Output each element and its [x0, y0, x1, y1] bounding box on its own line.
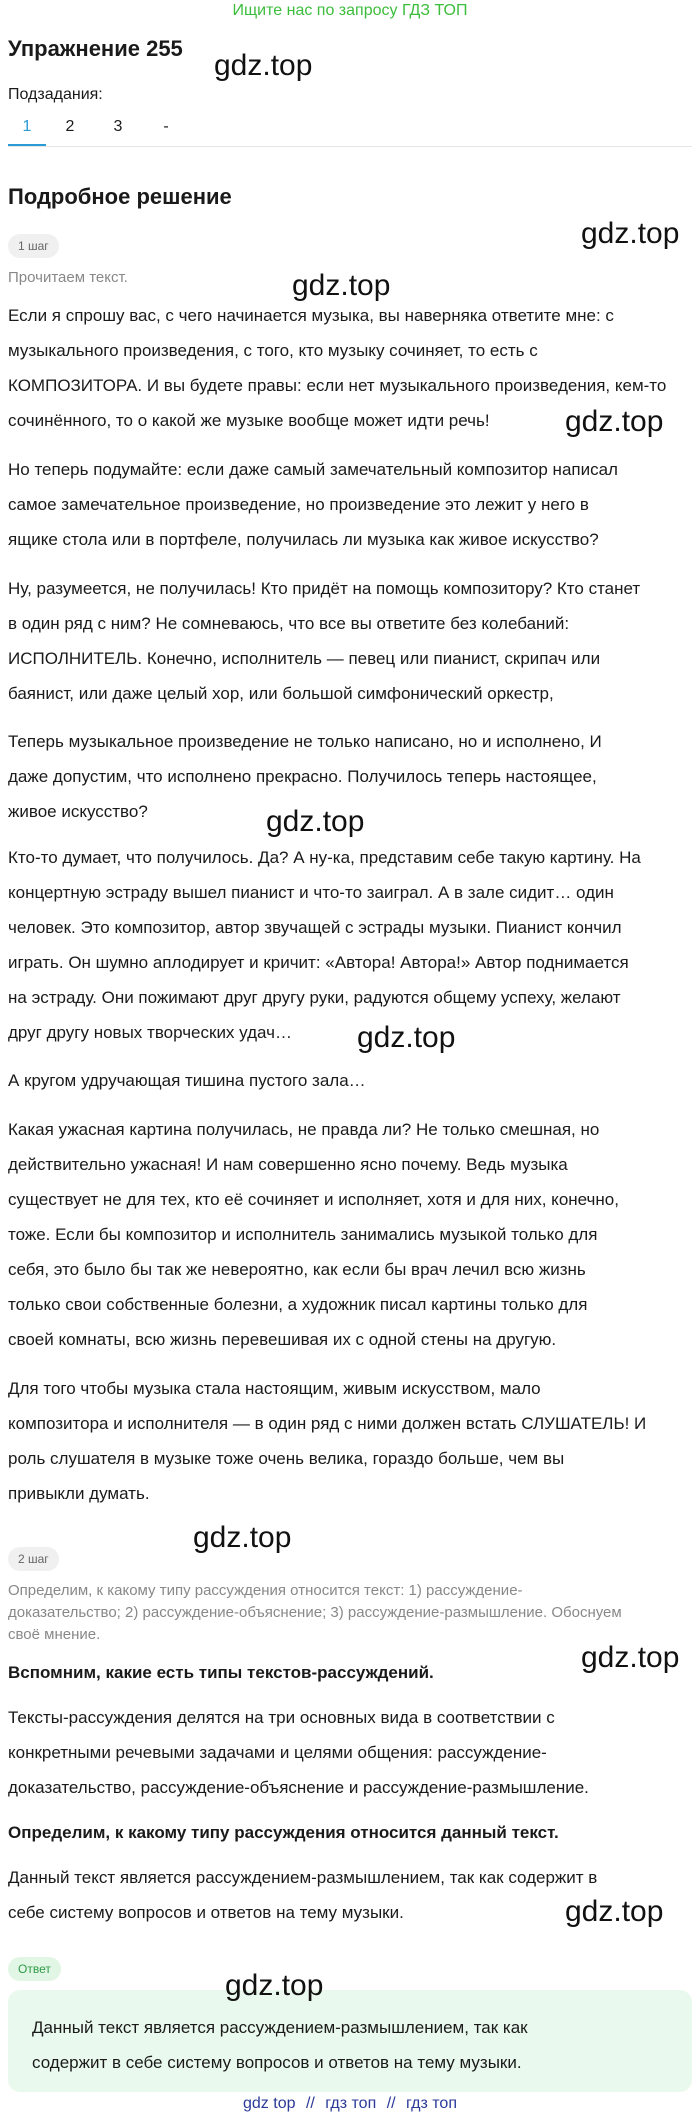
text-line: сочинённого, то о какой же музыке вообще может идти речь!	[8, 411, 490, 430]
watermark: gdz.top	[214, 49, 313, 82]
step-2-badge: 2 шаг	[8, 1547, 59, 1571]
text-line: живое искусство?	[8, 802, 148, 821]
text-line: КОМПОЗИТОРА. И вы будете правы: если нет музыкального произведения, кем-то	[8, 376, 667, 395]
footer-link-gdz-top-ru[interactable]: гдз топ	[325, 2095, 377, 2112]
text-line: существует не для тех, кто её сочиняет и исполняет, хотя и для них, конечно,	[8, 1190, 619, 1209]
watermark: gdz.top	[565, 405, 664, 438]
text-line: даже допустим, что исполнено прекрасно. Получилось теперь настоящее,	[8, 767, 597, 786]
text-line: в один ряд с ним? Не сомневаюсь, что все вы ответите без колебаний:	[8, 614, 570, 633]
text-line: самое замечательное произведение, но произведение это лежит у него в	[8, 495, 589, 514]
text-line: баянист, или даже целый хор, или большой симфонический оркестр,	[8, 684, 554, 703]
watermark: gdz.top	[292, 269, 391, 302]
text-line: Данный текст является рассуждением-размышлением, так как	[32, 2018, 528, 2037]
step-1-badge: 1 шаг	[8, 234, 59, 258]
text-line: Но теперь подумайте: если даже самый замечательный композитор написал	[8, 460, 618, 479]
text-line: Если я спрошу вас, с чего начинается музыка, вы наверняка ответите мне: с	[8, 306, 614, 325]
text-line: содержит в себе систему вопросов и ответов на тему музыки.	[32, 2053, 522, 2072]
text-line: ИСПОЛНИТЕЛЬ. Конечно, исполнитель — певец или пианист, скрипач или	[8, 649, 601, 668]
step-1-intro: Прочитаем текст.	[8, 269, 128, 286]
watermark: gdz.top	[581, 1641, 680, 1674]
text-line: на эстраду. Они пожимают друг другу руки, радуются общему успеху, желают	[8, 988, 621, 1007]
footer-links	[0, 2092, 700, 2116]
text-line: концертную эстраду вышел пианист и что-то заиграл. А в зале сидит… один	[8, 883, 614, 902]
text-line: себе систему вопросов и ответов на тему музыки.	[8, 1903, 404, 1922]
text-line: Определим, к какому типу рассуждения относится текст: 1) рассуждение-	[8, 1582, 523, 1599]
text-line: друг другу новых творческих удач…	[8, 1023, 292, 1042]
text-line: Ну, разумеется, не получилась! Кто придёт на помощь композитору? Кто станет	[8, 579, 641, 598]
text-line: доказательство, рассуждение-объяснение и рассуждение-размышление.	[8, 1778, 589, 1797]
answer-box	[8, 1990, 692, 2092]
text-line: Какая ужасная картина получилась, не правда ли? Не только смешная, но	[8, 1120, 600, 1139]
text-line: А кругом удручающая тишина пустого зала…	[8, 1071, 366, 1090]
watermark: gdz.top	[193, 1521, 292, 1554]
watermark: gdz.top	[565, 1895, 664, 1928]
text-line: себя, это было бы так же невероятно, как если бы врач лечил всю жизнь	[8, 1260, 586, 1279]
text-line: привыкли думать.	[8, 1484, 150, 1503]
paragraph-6	[8, 1063, 688, 1098]
text-line: доказательство; 2) рассуждение-объяснение; 3) рассуждение-размышление. Обоснуем	[8, 1604, 622, 1621]
text-line: Тексты-рассуждения делятся на три основных вида в соответствии с	[8, 1708, 555, 1727]
paragraph-3	[8, 571, 688, 711]
footer-separator: //	[305, 2095, 315, 2112]
tab-subtask-2[interactable]: 2	[65, 118, 75, 135]
tab-subtask-3[interactable]: 3	[113, 118, 123, 135]
text-line: Для того чтобы музыка стала настоящим, живым искусством, мало	[8, 1379, 541, 1398]
step-2-paragraph-1	[8, 1700, 688, 1805]
exercise-title: Упражнение 255	[8, 36, 183, 61]
tabs-divider	[8, 146, 692, 147]
text-line: роль слушателя в музыке тоже очень велика, гораздо больше, чем вы	[8, 1449, 565, 1468]
step-2-heading-2: Определим, к какому типу рассуждения относится данный текст.	[8, 1823, 559, 1842]
footer-link-gdz-top-ru-2[interactable]: гдз топ	[406, 2095, 457, 2112]
section-title: Подробное решение	[8, 184, 232, 209]
text-line: своей комнаты, всю жизнь перевешивая их с одной стены на другую.	[8, 1330, 557, 1349]
step-2-heading-1: Вспомним, какие есть типы текстов-рассуждений.	[8, 1663, 434, 1682]
text-line: Кто-то думает, что получилось. Да? А ну-ка, представим себе такую картину. На	[8, 848, 641, 867]
text-line: играть. Он шумно аплодирует и кричит: «Автора! Автора!» Автор поднимается	[8, 953, 629, 972]
footer-separator: //	[386, 2095, 396, 2112]
answer-badge: Ответ	[8, 1957, 61, 1981]
text-line: только свои собственные болезни, а художник писал картины только для	[8, 1295, 588, 1314]
search-promo-banner: Ищите нас по запросу ГДЗ ТОП	[232, 2, 468, 19]
tab-subtask-4[interactable]: -	[163, 118, 169, 135]
text-line: ящике стола или в портфеле, получилась ли музыка как живое искусство?	[8, 530, 599, 549]
text-line: композитора и исполнителя — в один ряд с ними должен встать СЛУШАТЕЛЬ! И	[8, 1414, 647, 1433]
tab-subtask-1[interactable]: 1	[8, 114, 46, 146]
text-line: Данный текст является рассуждением-размышлением, так как содержит в	[8, 1868, 598, 1887]
watermark: gdz.top	[225, 1969, 324, 2002]
watermark: gdz.top	[266, 805, 365, 838]
text-line: тоже. Если бы композитор и исполнитель занимались музыкой только для	[8, 1225, 598, 1244]
subtask-tabs	[8, 114, 190, 146]
text-line: музыкального произведения, с того, кто музыку сочиняет, то есть с	[8, 341, 538, 360]
paragraph-2	[8, 452, 688, 557]
watermark: gdz.top	[581, 217, 680, 250]
paragraph-7	[8, 1112, 688, 1357]
step-2-task	[8, 1580, 622, 1646]
text-line: человек. Это композитор, автор звучащей с эстрады музыки. Пианист кончил	[8, 918, 622, 937]
subtasks-label: Подзадания:	[8, 86, 103, 103]
paragraph-5	[8, 840, 688, 1050]
text-line: Теперь музыкальное произведение не только написано, но и исполнено, И	[8, 732, 602, 751]
footer-link-gdz-top[interactable]: gdz top	[243, 2095, 296, 2112]
paragraph-8	[8, 1371, 688, 1511]
text-line: своё мнение.	[8, 1626, 101, 1643]
text-line: конкретными речевыми задачами и целями общения: рассуждение-	[8, 1743, 547, 1762]
text-line: действительно ужасная! И нам совершенно ясно почему. Ведь музыка	[8, 1155, 568, 1174]
watermark: gdz.top	[357, 1021, 456, 1054]
